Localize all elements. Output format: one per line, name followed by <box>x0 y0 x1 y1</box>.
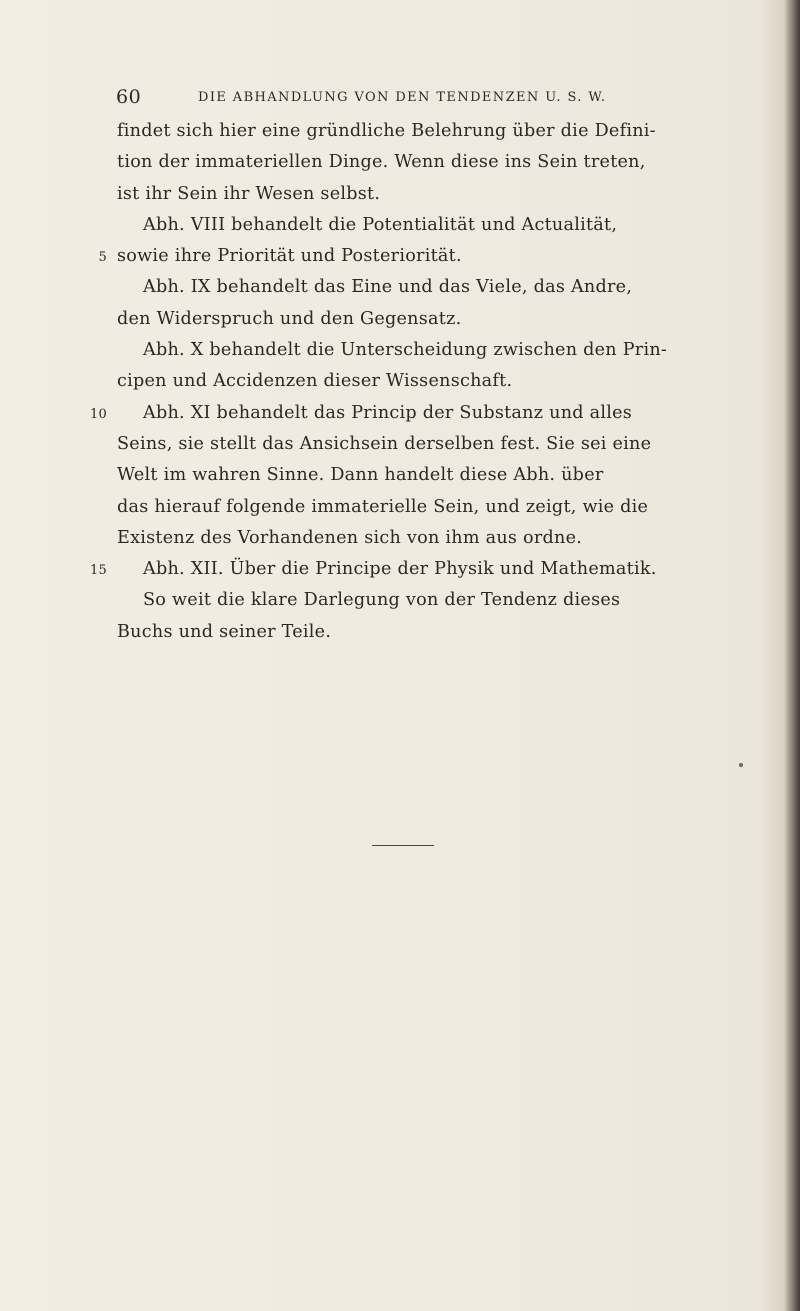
paper-speck <box>739 763 743 767</box>
text-line <box>117 460 717 491</box>
line-text: ist ihr Sein ihr Wesen selbst. <box>117 183 381 204</box>
running-head-title: DIE ABHANDLUNG VON DEN TENDENZEN U. S. W. <box>198 90 607 105</box>
text-line <box>117 366 717 397</box>
separator-rule <box>372 845 434 846</box>
text-line <box>117 147 717 178</box>
line-text: Welt im wahren Sinne. Dann handelt diese Abh. über <box>117 465 604 486</box>
running-head <box>116 86 676 112</box>
line-text: Abh. XII. Über die Principe der Physik und Mathematik. <box>143 559 657 580</box>
line-text: Abh. IX behandelt das Eine und das Viele, das Andre, <box>143 277 633 298</box>
line-text: findet sich hier eine gründliche Belehrung über die Defini- <box>117 121 656 141</box>
text-line <box>117 272 717 303</box>
body-text <box>89 116 717 648</box>
text-line <box>117 492 717 523</box>
page-number: 60 <box>116 86 142 108</box>
line-text: Abh. X behandelt die Unterscheidung zwischen den Prin- <box>143 340 668 361</box>
line-text: Abh. VIII behandelt die Potentialität und Actualität, <box>143 214 618 235</box>
text-line <box>89 554 717 585</box>
text-line <box>117 304 717 335</box>
line-text: cipen und Accidenzen dieser Wissenschaft. <box>117 371 513 392</box>
line-text: Abh. XI behandelt das Princip der Substanz und alles <box>143 402 633 423</box>
line-text: So weit die klare Darlegung von der Tendenz dieses <box>143 590 621 611</box>
text-line <box>117 210 717 241</box>
line-text: sowie ihre Priorität und Posteriorität. <box>117 246 462 267</box>
page-edge-shadow <box>784 0 800 1311</box>
line-text: das hierauf folgende immaterielle Sein, und zeigt, wie die <box>117 496 649 517</box>
line-text: Existenz des Vorhandenen sich von ihm aus ordne. <box>117 527 583 548</box>
line-number: 15 <box>89 563 107 579</box>
text-line <box>117 179 717 210</box>
line-text: tion der immateriellen Dinge. Wenn diese ins Sein treten, <box>117 152 646 173</box>
text-line <box>117 116 717 147</box>
line-text: den Widerspruch und den Gegensatz. <box>117 308 462 329</box>
text-line <box>117 523 717 554</box>
text-line <box>117 585 717 616</box>
line-number: 10 <box>89 406 107 422</box>
text-line <box>98 241 717 272</box>
line-number: 5 <box>98 250 107 266</box>
line-text: Seins, sie stellt das Ansichsein derselben fest. Sie sei eine <box>117 433 652 454</box>
text-line <box>89 398 717 429</box>
line-text: Buchs und seiner Teile. <box>117 621 332 642</box>
text-line <box>117 429 717 460</box>
text-line <box>117 617 717 648</box>
text-line <box>117 335 717 366</box>
